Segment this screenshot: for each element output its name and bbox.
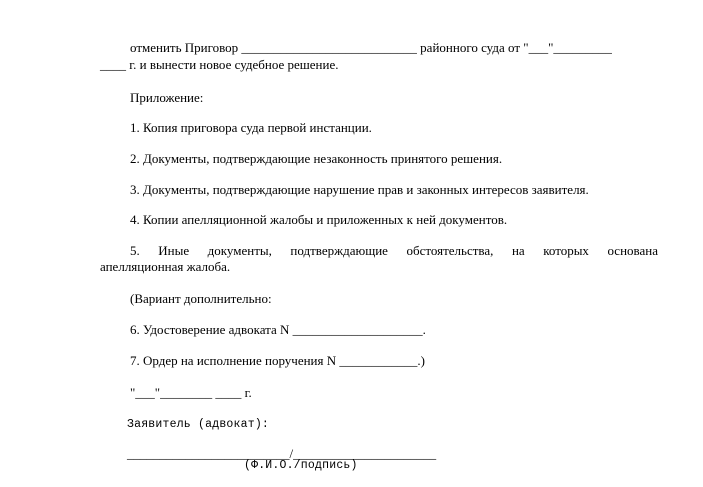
paragraph-line-1: отменить Приговор ___________________________ районного суда от "___"_________	[130, 40, 612, 55]
attachment-item-1: 1. Копия приговора суда первой инстанции.	[130, 120, 372, 135]
attachment-item-6: 6. Удостоверение адвоката N ____________________.	[130, 322, 426, 337]
attachment-item-7: 7. Ордер на исполнение поручения N ____________.)	[130, 353, 425, 368]
attachments-heading: Приложение:	[130, 90, 204, 105]
signature-line: _________________________/______________________	[127, 446, 437, 461]
attachment-item-2: 2. Документы, подтверждающие незаконность принятого решения.	[130, 151, 503, 166]
attachment-item-4: 4. Копии апелляционной жалобы и приложенных к ней документов.	[130, 212, 508, 227]
applicant-label: Заявитель (адвокат):	[127, 418, 270, 431]
attachment-item-3: 3. Документы, подтверждающие нарушение прав и законных интересов заявителя.	[130, 182, 589, 197]
variant-heading: (Вариант дополнительно:	[130, 291, 272, 306]
attachment-item-5-line-1: 5. Иные документы, подтверждающие обстоятельства, на которых основана	[130, 243, 658, 258]
date-line: "___"________ ____ г.	[130, 385, 252, 400]
attachment-item-5-line-2: апелляционная жалоба.	[100, 259, 231, 274]
paragraph-line-2: ____ г. и вынести новое судебное решение.	[100, 57, 339, 72]
signature-caption: (Ф.И.О./подпись)	[244, 459, 358, 472]
